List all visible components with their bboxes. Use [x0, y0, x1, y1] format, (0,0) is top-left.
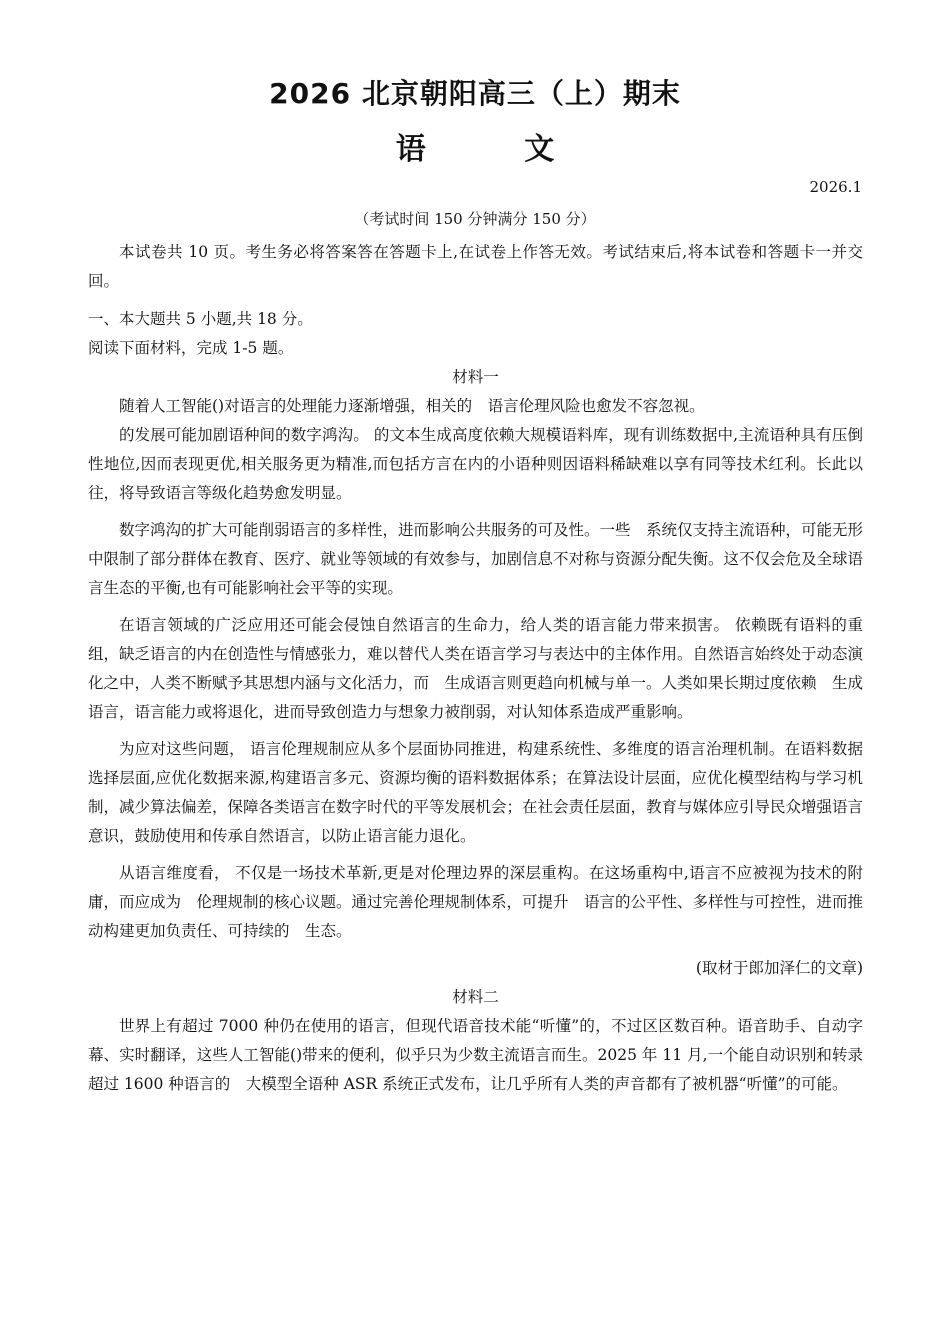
material-one-source: (取材于郎加泽仁的文章)	[695, 959, 863, 977]
material-one-paragraph: 的发展可能加剧语种间的数字鸿沟。 的文本生成高度依赖大规模语料库，现有训练数据中,主流语种具有压倒性地位,因而表现更优,相关服务更为精准,而包括方言在内的小语种则因语料稀缺难以享有同等技术红利。长此以往，将导致语言等级化趋势愈发明显。	[88, 426, 863, 502]
reading-prompt: 阅读下面材料，完成 1-5 题。	[88, 339, 294, 357]
exam-title: 2026 北京朝阳高三（上）期末	[269, 77, 681, 110]
material-two-paragraph: 世界上有超过 7000 种仍在使用的语言，但现代语音技术能“听懂”的，不过区区数百种。语音助手、自动字幕、实时翻译，这些人工智能()带来的便利，似乎只为少数主流语言而生。2025 年 11 月,一个能自动识别和转录超过 1600 种语言的 大模型全语种 ASR 系统正式发布，让几乎所有人类的声音都有了被机器“听懂”的可能。	[88, 1017, 863, 1093]
material-one-paragraph: 为应对这些问题， 语言伦理规制应从多个层面协同推进，构建系统性、多维度的语言治理机制。在语料数据选择层面,应优化数据来源,构建语言多元、资源均衡的语料数据体系；在算法设计层面，应优化模型结构与学习机制，减少算法偏差，保障各类语言在数字时代的平等发展机会；在社会责任层面，教育与媒体应引导民众增强语言意识，鼓励使用和传承自然语言，以防止语言能力退化。	[88, 740, 864, 845]
material-two-title: 材料二	[452, 988, 499, 1006]
subject-heading: 语 文	[395, 132, 599, 167]
material-one-paragraph: 数字鸿沟的扩大可能削弱语言的多样性，进而影响公共服务的可及性。一些 系统仅支持主流语种，可能无形中限制了部分群体在教育、医疗、就业等领域的有效参与，加剧信息不对称与资源分配失衡。这不仅会危及全球语言生态的平衡,也有可能影响社会平等的实现。	[88, 521, 864, 597]
material-one-paragraph: 从语言维度看， 不仅是一场技术革新,更是对伦理边界的深层重构。在这场重构中,语言不应被视为技术的附庸，而应成为 伦理规制的核心议题。通过完善伦理规制体系，可提升 语言的公平性、多样性与可控性，进而推动构建更加负责任、可持续的 生态。	[88, 864, 864, 940]
instructions-paragraph: 本试卷共 10 页。考生务必将答案答在答题卡上,在试卷上作答无效。考试结束后,将本试卷和答题卡一并交回。	[88, 243, 863, 290]
exam-time-note: （考试时间 150 分钟满分 150 分）	[354, 210, 596, 228]
section-heading: 一、本大题共 5 小题,共 18 分。	[88, 310, 313, 328]
exam-content	[88, 238, 863, 1099]
material-one-paragraph: 在语言领域的广泛应用还可能会侵蚀自然语言的生命力，给人类的语言能力带来损害。 依赖既有语料的重组，缺乏语言的内在创造性与情感张力，难以替代人类在语言学习与表达中的主体作用。自然语言始终处于动态演化之中，人类不断赋予其思想内涵与文化活力，而 生成语言则更趋向机械与单一。人类如果长期过度依赖 生成语言，语言能力或将退化，进而导致创造力与想象力被削弱，对认知体系造成严重影响。	[88, 616, 864, 721]
material-one-paragraph: 随着人工智能()对语言的处理能力逐渐增强，相关的 语言伦理风险也愈发不容忽视。	[119, 397, 705, 415]
material-one-title: 材料一	[452, 368, 499, 386]
exam-date: 2026.1	[809, 178, 862, 196]
